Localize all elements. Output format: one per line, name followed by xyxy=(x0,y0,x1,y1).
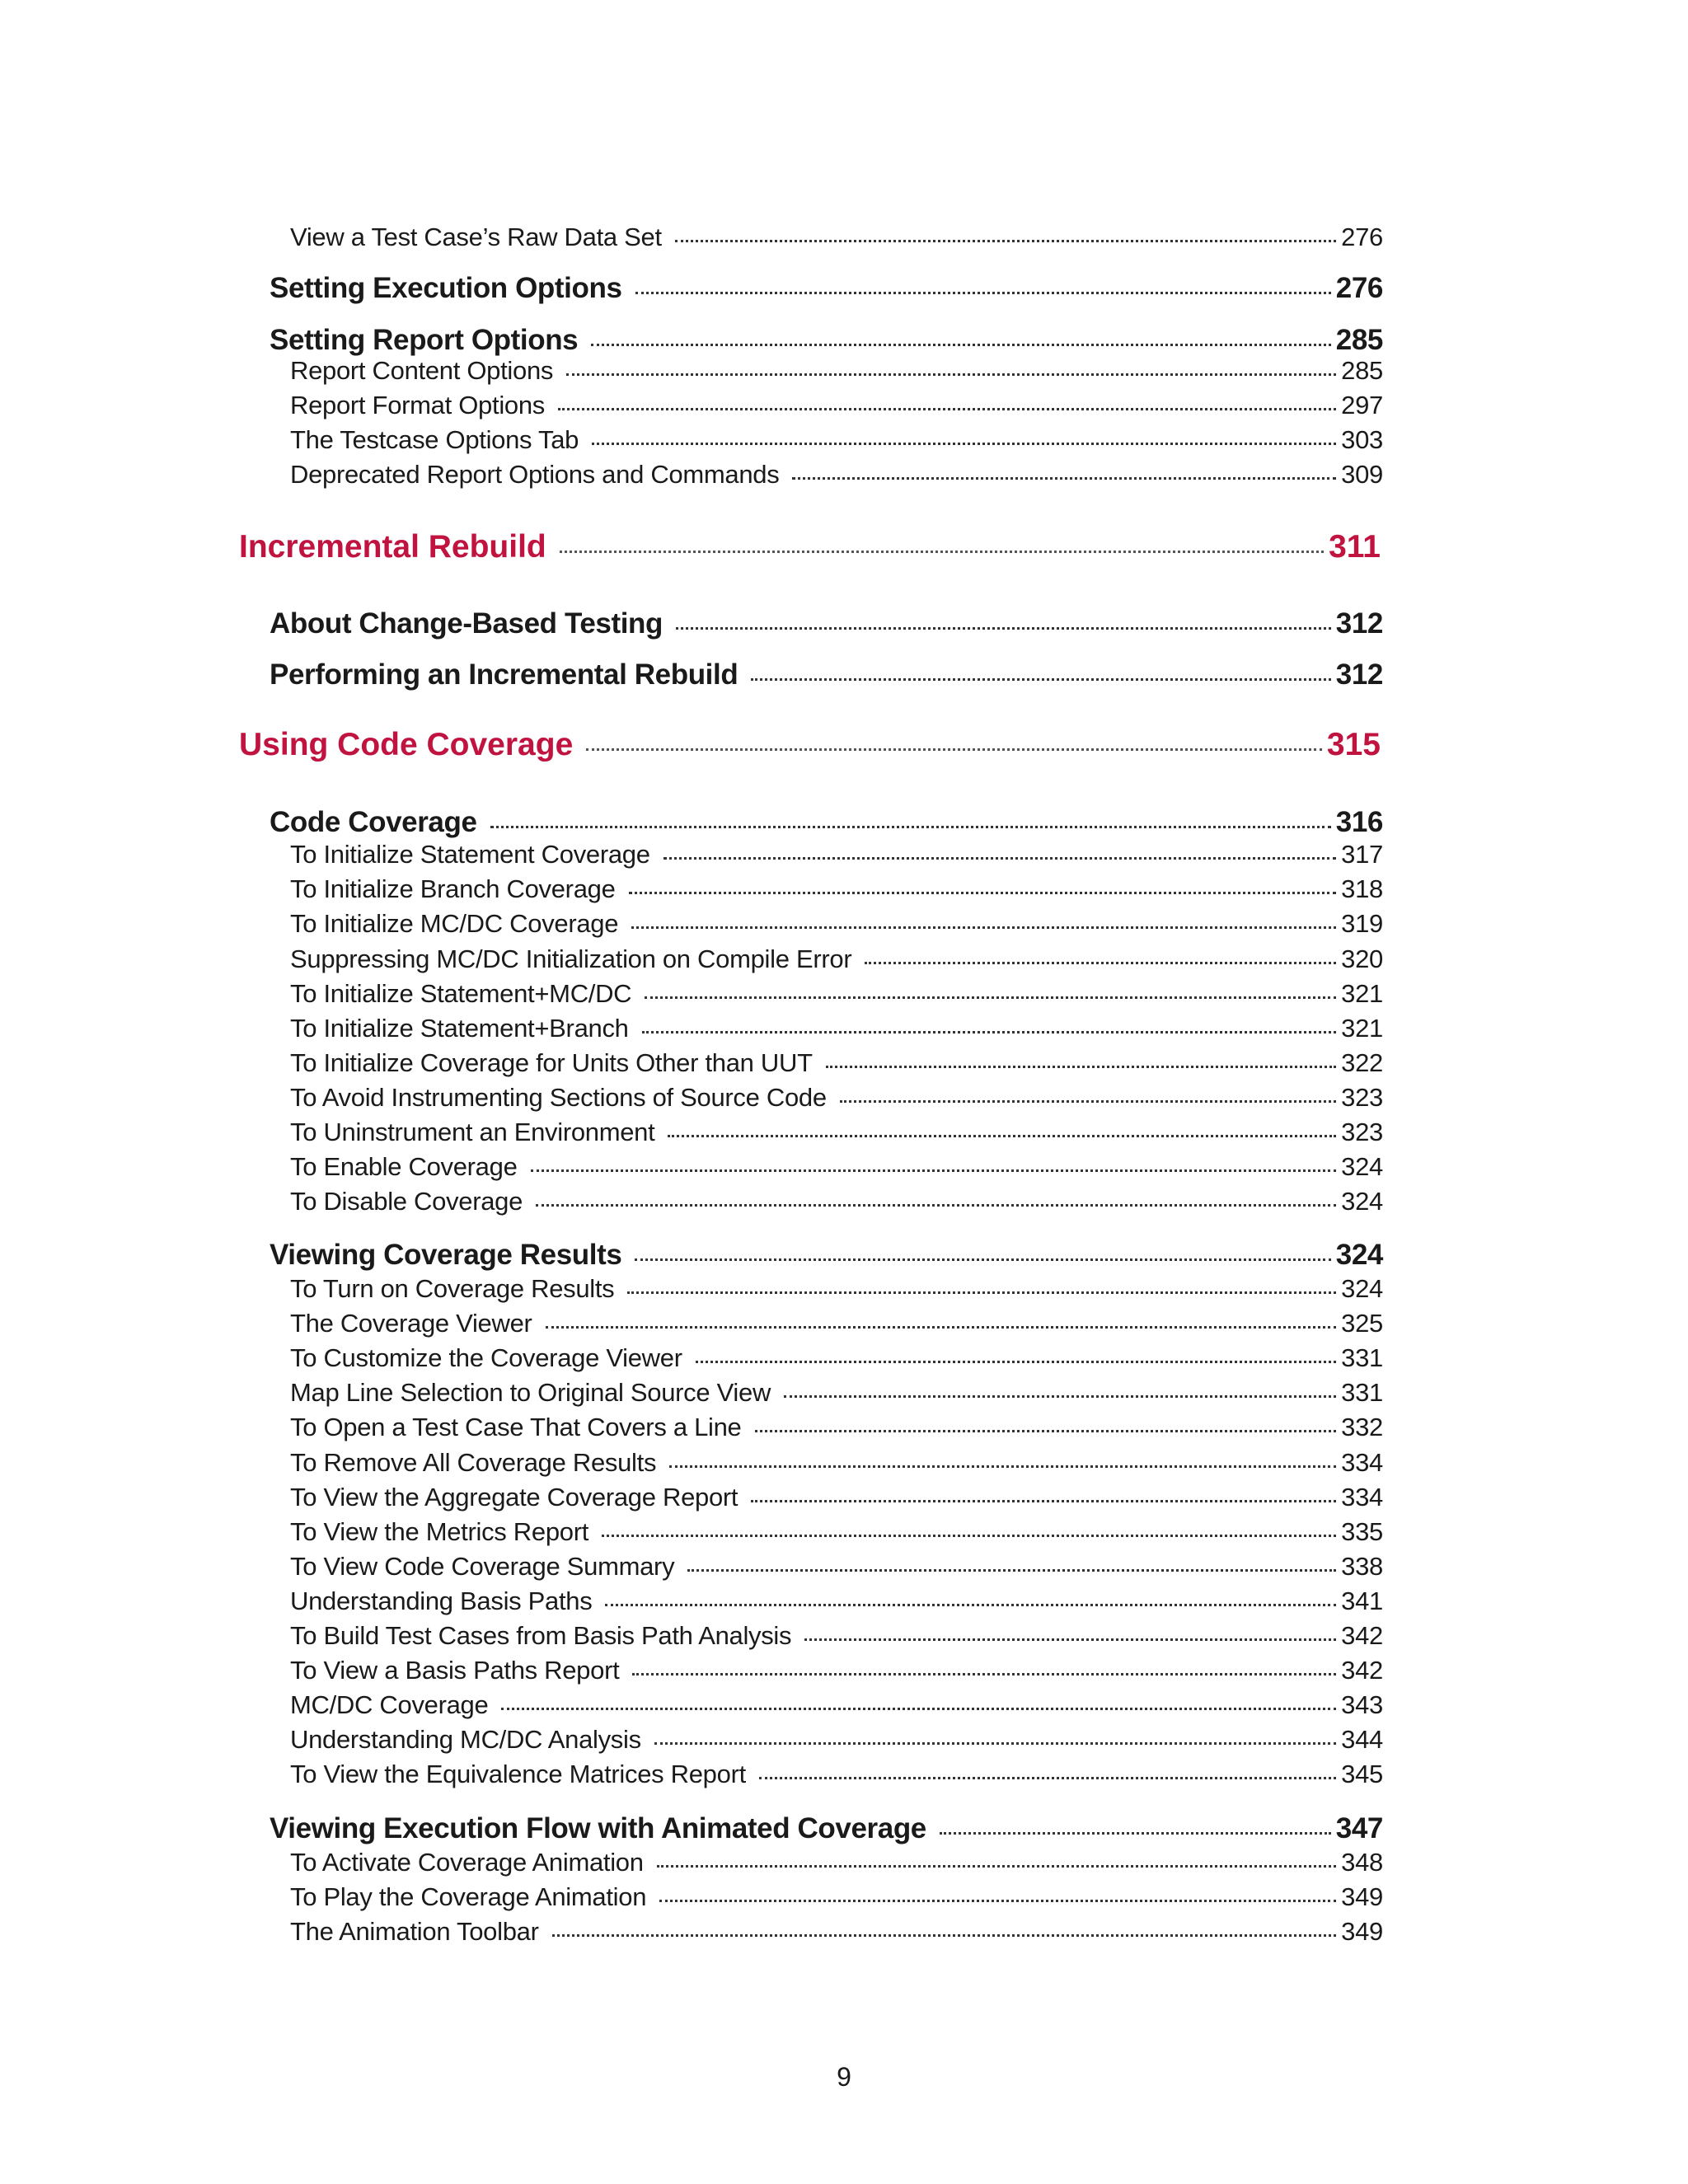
toc-subsection-entry[interactable] xyxy=(290,1083,1383,1113)
dot-leader xyxy=(659,1900,1336,1902)
dot-leader xyxy=(632,1673,1336,1675)
toc-subsection-entry[interactable] xyxy=(290,1621,1383,1651)
dot-leader xyxy=(552,1934,1337,1937)
dot-leader xyxy=(631,926,1336,929)
toc-entry-page-number: 312 xyxy=(1335,607,1383,640)
toc-subsection-entry[interactable] xyxy=(290,1413,1383,1442)
toc-subsection-entry[interactable] xyxy=(290,1656,1383,1685)
dot-leader xyxy=(627,1291,1336,1294)
dot-leader xyxy=(784,1395,1336,1398)
dot-leader xyxy=(804,1638,1336,1641)
dot-leader xyxy=(501,1708,1336,1710)
toc-entry-title: Code Coverage xyxy=(270,806,477,838)
toc-entry-page-number: 335 xyxy=(1341,1517,1383,1546)
toc-entry-page-number: 324 xyxy=(1341,1187,1383,1216)
toc-entry-page-number: 285 xyxy=(1341,356,1383,385)
dot-leader xyxy=(560,551,1324,553)
toc-entry-title: To Turn on Coverage Results xyxy=(290,1274,615,1303)
dot-leader xyxy=(592,443,1336,445)
dot-leader xyxy=(642,1031,1337,1033)
toc-subsection-entry[interactable] xyxy=(290,1725,1383,1755)
toc-entry-page-number: 312 xyxy=(1335,658,1383,691)
toc-entry-page-number: 324 xyxy=(1341,1152,1383,1181)
toc-entry-title: To Uninstrument an Environment xyxy=(290,1118,655,1146)
toc-entry-title: The Coverage Viewer xyxy=(290,1309,532,1338)
dot-leader xyxy=(840,1100,1336,1103)
toc-entry-page-number: 322 xyxy=(1341,1048,1383,1077)
toc-entry-page-number: 332 xyxy=(1341,1413,1383,1441)
dot-leader xyxy=(668,1135,1336,1137)
toc-entry-title: To Activate Coverage Animation xyxy=(290,1848,644,1877)
toc-entry-page-number: 349 xyxy=(1341,1917,1383,1946)
toc-entry-title: To Initialize Statement+MC/DC xyxy=(290,979,632,1008)
toc-entry-title: To View the Equivalence Matrices Report xyxy=(290,1760,746,1788)
toc-entry-title: Viewing Execution Flow with Animated Coverage xyxy=(270,1812,926,1844)
toc-subsection-entry[interactable] xyxy=(290,1917,1383,1947)
toc-entry-title: Suppressing MC/DC Initialization on Compile Error xyxy=(290,944,852,973)
dot-leader xyxy=(591,344,1331,346)
toc-entry-title: To View the Metrics Report xyxy=(290,1517,589,1546)
toc-chapter-entry[interactable] xyxy=(239,529,1381,565)
toc-subsection-entry[interactable] xyxy=(290,1343,1383,1373)
dot-leader xyxy=(657,1865,1336,1868)
toc-entry-title: To Play the Coverage Animation xyxy=(290,1882,647,1911)
toc-subsection-entry[interactable] xyxy=(290,1274,1383,1304)
toc-subsection-entry[interactable] xyxy=(290,1882,1383,1912)
toc-entry-page-number: 315 xyxy=(1326,727,1381,762)
toc-entry-page-number: 338 xyxy=(1341,1552,1383,1581)
toc-section-entry[interactable] xyxy=(270,1812,1383,1845)
toc-entry-title: About Change-Based Testing xyxy=(270,607,663,640)
toc-subsection-entry[interactable] xyxy=(290,1760,1383,1789)
toc-entry-title: Incremental Rebuild xyxy=(239,529,546,565)
dot-leader xyxy=(531,1169,1337,1172)
dot-leader xyxy=(826,1066,1336,1068)
toc-subsection-entry[interactable] xyxy=(290,223,1383,252)
toc-subsection-entry[interactable] xyxy=(290,1586,1383,1616)
toc-entry-title: Report Format Options xyxy=(290,391,545,419)
toc-entry-title: To Initialize Statement+Branch xyxy=(290,1014,629,1043)
toc-entry-title: Deprecated Report Options and Commands xyxy=(290,460,780,489)
toc-subsection-entry[interactable] xyxy=(290,1152,1383,1182)
toc-entry-page-number: 325 xyxy=(1341,1309,1383,1338)
toc-entry-page-number: 348 xyxy=(1341,1848,1383,1877)
dot-leader xyxy=(865,962,1336,964)
toc-subsection-entry[interactable] xyxy=(290,944,1383,974)
toc-entry-title: To Customize the Coverage Viewer xyxy=(290,1343,682,1372)
toc-entry-page-number: 324 xyxy=(1341,1274,1383,1303)
toc-entry-title: To Build Test Cases from Basis Path Analysis xyxy=(290,1621,792,1650)
toc-entry-page-number: 297 xyxy=(1341,391,1383,419)
toc-section-entry[interactable] xyxy=(270,806,1383,839)
toc-subsection-entry[interactable] xyxy=(290,1309,1383,1338)
toc-entry-title: To Avoid Instrumenting Sections of Source Code xyxy=(290,1083,827,1112)
dot-leader xyxy=(675,240,1336,242)
toc-subsection-entry[interactable] xyxy=(290,1448,1383,1478)
toc-entry-page-number: 276 xyxy=(1341,223,1383,251)
dot-leader xyxy=(696,1361,1336,1363)
toc-section-entry[interactable] xyxy=(270,1239,1383,1272)
dot-leader xyxy=(676,627,1331,630)
toc-entry-title: Understanding MC/DC Analysis xyxy=(290,1725,641,1754)
dot-leader xyxy=(751,1500,1336,1502)
dot-leader xyxy=(635,292,1331,294)
toc-entry-title: The Animation Toolbar xyxy=(290,1917,539,1946)
toc-entry-title: Setting Report Options xyxy=(270,324,579,356)
dot-leader xyxy=(605,1604,1336,1606)
toc-entry-page-number: 318 xyxy=(1341,874,1383,903)
toc-entry-title: To Remove All Coverage Results xyxy=(290,1448,657,1477)
toc-subsection-entry[interactable] xyxy=(290,1014,1383,1043)
toc-entry-title: To Open a Test Case That Covers a Line xyxy=(290,1413,742,1441)
toc-subsection-entry[interactable] xyxy=(290,909,1383,939)
dot-leader xyxy=(602,1535,1336,1537)
dot-leader xyxy=(751,678,1330,681)
dot-leader xyxy=(669,1465,1336,1468)
toc-section-entry[interactable] xyxy=(270,607,1383,640)
toc-subsection-entry[interactable] xyxy=(290,391,1383,420)
toc-entry-page-number: 323 xyxy=(1341,1118,1383,1146)
toc-entry-title: Viewing Coverage Results xyxy=(270,1239,622,1271)
toc-entry-page-number: 321 xyxy=(1341,1014,1383,1043)
dot-leader xyxy=(940,1832,1331,1835)
toc-entry-page-number: 309 xyxy=(1341,460,1383,489)
dot-leader xyxy=(755,1430,1337,1432)
dot-leader xyxy=(586,748,1322,751)
dot-leader xyxy=(663,857,1336,860)
dot-leader xyxy=(558,408,1336,410)
toc-subsection-entry[interactable] xyxy=(290,1552,1383,1582)
toc-entry-page-number: 331 xyxy=(1341,1378,1383,1407)
toc-subsection-entry[interactable] xyxy=(290,979,1383,1009)
toc-entry-title: View a Test Case’s Raw Data Set xyxy=(290,223,662,251)
toc-entry-title: To View the Aggregate Coverage Report xyxy=(290,1483,738,1511)
toc-entry-page-number: 324 xyxy=(1335,1239,1383,1271)
toc-entry-title: The Testcase Options Tab xyxy=(290,425,579,454)
toc-subsection-entry[interactable] xyxy=(290,1690,1383,1720)
toc-section-entry[interactable] xyxy=(270,324,1383,357)
toc-entry-page-number: 349 xyxy=(1341,1882,1383,1911)
toc-subsection-entry[interactable] xyxy=(290,1118,1383,1147)
toc-entry-page-number: 303 xyxy=(1341,425,1383,454)
toc-section-entry[interactable] xyxy=(270,658,1383,691)
dot-leader xyxy=(792,477,1336,480)
page-number: 9 xyxy=(837,2062,851,2092)
toc-entry-page-number: 316 xyxy=(1335,806,1383,838)
toc-chapter-entry[interactable] xyxy=(239,727,1381,763)
toc-entry-page-number: 343 xyxy=(1341,1690,1383,1719)
toc-entry-title: To Initialize MC/DC Coverage xyxy=(290,909,619,938)
dot-leader xyxy=(490,826,1331,828)
toc-subsection-entry[interactable] xyxy=(290,425,1383,455)
dot-leader xyxy=(687,1569,1336,1572)
toc-entry-title: To View a Basis Paths Report xyxy=(290,1656,620,1685)
toc-entry-title: To View Code Coverage Summary xyxy=(290,1552,675,1581)
toc-subsection-entry[interactable] xyxy=(290,1848,1383,1877)
toc-entry-page-number: 342 xyxy=(1341,1621,1383,1650)
toc-entry-page-number: 341 xyxy=(1341,1586,1383,1615)
dot-leader xyxy=(635,1258,1330,1261)
toc-subsection-entry[interactable] xyxy=(290,1378,1383,1408)
toc-entry-page-number: 285 xyxy=(1335,324,1383,356)
toc-entry-title: Performing an Incremental Rebuild xyxy=(270,658,738,691)
toc-section-entry[interactable] xyxy=(270,272,1383,305)
toc-entry-page-number: 344 xyxy=(1341,1725,1383,1754)
toc-entry-page-number: 276 xyxy=(1335,272,1383,304)
dot-leader xyxy=(546,1326,1337,1329)
toc-subsection-entry[interactable] xyxy=(290,1187,1383,1216)
toc-subsection-entry[interactable] xyxy=(290,1483,1383,1512)
toc-subsection-entry[interactable] xyxy=(290,460,1383,490)
toc-entry-page-number: 320 xyxy=(1341,944,1383,973)
toc-entry-page-number: 334 xyxy=(1341,1483,1383,1511)
toc-entry-page-number: 342 xyxy=(1341,1656,1383,1685)
toc-entry-page-number: 319 xyxy=(1341,909,1383,938)
toc-entry-title: To Initialize Coverage for Units Other than UUT xyxy=(290,1048,813,1077)
toc-subsection-entry[interactable] xyxy=(290,874,1383,904)
toc-entry-title: Map Line Selection to Original Source View xyxy=(290,1378,771,1407)
toc-entry-title: Report Content Options xyxy=(290,356,554,385)
toc-entry-page-number: 331 xyxy=(1341,1343,1383,1372)
toc-entry-title: To Initialize Branch Coverage xyxy=(290,874,616,903)
toc-entry-title: Using Code Coverage xyxy=(239,727,574,762)
dot-leader xyxy=(629,892,1337,894)
toc-entry-title: To Enable Coverage xyxy=(290,1152,518,1181)
toc-entry-page-number: 323 xyxy=(1341,1083,1383,1112)
dot-leader xyxy=(536,1204,1336,1207)
toc-entry-title: Setting Execution Options xyxy=(270,272,622,304)
toc-entry-page-number: 311 xyxy=(1329,529,1381,565)
toc-subsection-entry[interactable] xyxy=(290,356,1383,386)
toc-entry-title: To Initialize Statement Coverage xyxy=(290,840,650,869)
toc-entry-title: MC/DC Coverage xyxy=(290,1690,489,1719)
toc-subsection-entry[interactable] xyxy=(290,1048,1383,1078)
toc-subsection-entry[interactable] xyxy=(290,1517,1383,1547)
toc-entry-page-number: 334 xyxy=(1341,1448,1383,1477)
toc-entry-page-number: 347 xyxy=(1335,1812,1383,1844)
toc-entry-page-number: 345 xyxy=(1341,1760,1383,1788)
toc-subsection-entry[interactable] xyxy=(290,840,1383,869)
toc-entry-title: To Disable Coverage xyxy=(290,1187,523,1216)
dot-leader xyxy=(654,1742,1336,1745)
toc-entry-page-number: 317 xyxy=(1341,840,1383,869)
dot-leader xyxy=(759,1777,1336,1779)
dot-leader xyxy=(566,373,1336,376)
toc-entry-title: Understanding Basis Paths xyxy=(290,1586,593,1615)
toc-entry-page-number: 321 xyxy=(1341,979,1383,1008)
dot-leader xyxy=(645,996,1336,999)
